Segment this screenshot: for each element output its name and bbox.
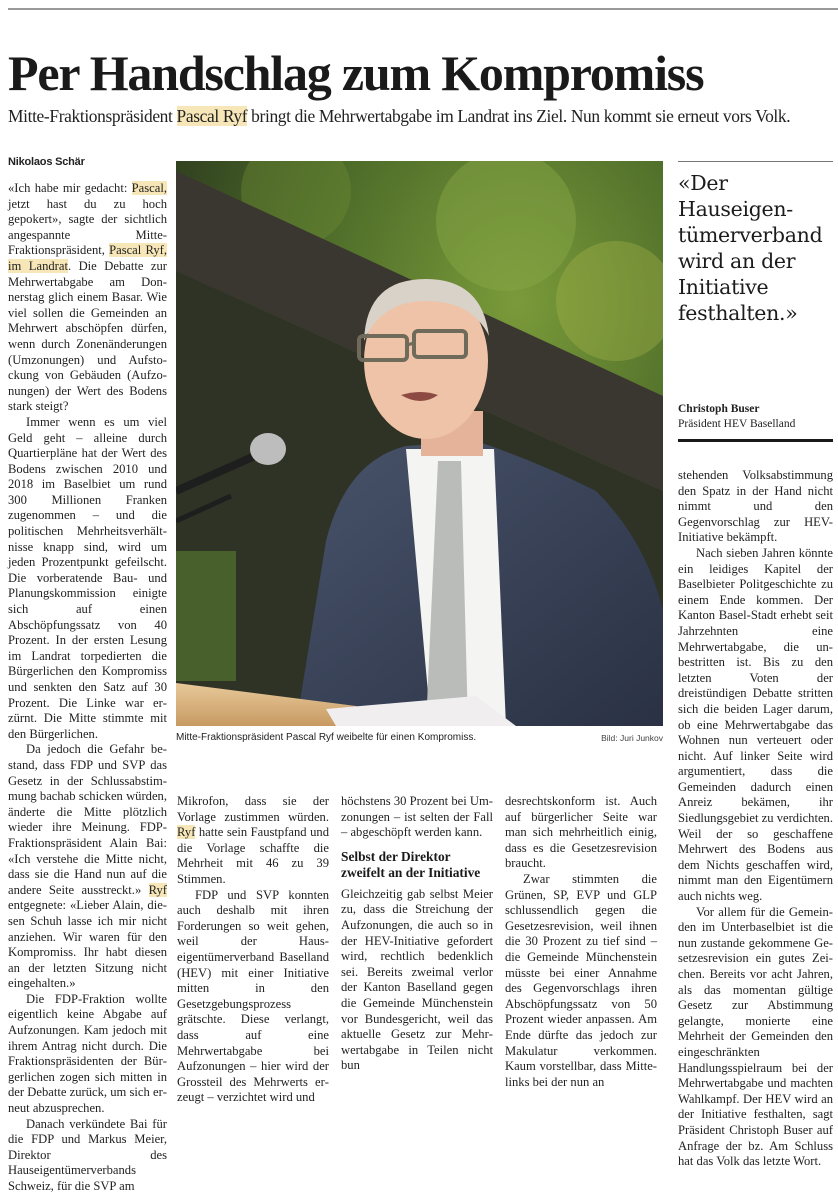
paragraph: Zwar stimmten die Grünen, SP, EVP und GLP schlussendlich gegen die Gesetzesrevision, weil ihnen die 30 Prozent zu tief sind – die Gemeinde Münchenstein müsste bei einer Annahme des Gegenvorschlags ihren Abschöpfungssatz von 50 Prozent wieder anpassen. Am Ende dürfte das jedoch zur Makulatur verkommen. Kaum vorstellbar, dass Mitte-links bei der nun an [505,871,657,1089]
text-run: . Die Debatte zur Mehrwertabgabe am Donnerstag glich einem Basar. Wie viel sollen die Gemeinden an Mehrwert abschöpfen dürfen, wenn durch Zonenänderungen (Umzonungen) und Aufstockung von Gebäuden (Aufzonungen) der Wert des Bodens stark steigt? [8,258,167,414]
top-rule [8,8,838,10]
text-run: hatte sein Faustpfand und die Vorlage schaffte die Mehrheit mit 46 zu 39 Stimmen. [177,825,329,886]
caption-text: Mitte-Fraktionspräsident Pascal Ryf weibelte für einen Kompromiss. [176,732,477,743]
quote-author-name: Christoph Buser [678,403,760,415]
highlighted-text: Ryf [148,882,167,897]
article-photo [176,161,663,726]
paragraph: höchstens 30 Prozent bei Umzonungen – ist selten der Fall – abgeschöpft werden kann. [341,794,493,840]
paragraph: FDP und SVP konnten auch deshalb mit ihren Forderungen so weit gehen, weil der Hauseigentümerverband Baselland (HEV) mit einer Initiative mitten in den Gesetzgebungsprozess grätschte. Diese verlangt, dass auf eine Mehrwertabgabe bei Aufzonungen – hier wird der Grossteil des Mehrwerts erzeugt – verzichtet wird und [177,887,329,1105]
paragraph: Danach verkündete Bai für die FDP und Markus Meier, Direktor des Hauseigentümerverbands Schweiz, für die SVP am [8,1116,167,1193]
highlighted-text: Pascal, [131,181,167,195]
paragraph: Nach sieben Jahren könnte ein leidiges Kapitel der Baselbieter Politgeschichte zu einem Ende kommen. Der Kanton Basel-Stadt erhebt seit Jahrzehnten eine Mehrwertabgabe, die unbestritten ist. Bis zu den letzten Voten der dreistündigen Debatte stritten sich die beiden Lager darum, ob eine Mehrwertabgabe das Wohnen nun verteuert oder nicht. Auf linker Seite wird argumentiert, dass die Gemeinden dadurch einen Anreiz bekämen, ihr Siedlungsgebiet zu verdichten. Weil der so geschaffene Mehrwert des Bodens aus dem Nichts geschaffen wird, nimmt man den Eigentümern auch nichts weg. [678,545,833,904]
article-column-1 [8,181,167,1195]
subline-text-after: bringt die Mehrwertabgabe im Landrat ins Ziel. Nun kommt sie erneut vors Volk. [247,106,791,126]
byline: Nikolaos Schär [8,156,85,168]
paragraph: stehenden Volksabstimmung den Spatz in der Hand nicht nimmt und den Gegenvorschlag zur HEV-Initiative bekämpft. [678,468,833,545]
subheadline [8,105,790,127]
quote-author-title: Präsident HEV Baselland [678,417,796,430]
subline-text-before: Mitte-Fraktionspräsident [8,106,177,126]
paragraph: Vor allem für die Gemeinden im Unterbaselbiet ist die nun zustande gekommene Gesetzesrevision ein gutes Zeichen. Bereits vor acht Jahren, als das momentan gültige Gesetz zur Abstimmung gelangte, monierte eine Mehrheit der Gemeinden den eingeschränkten Handlungsspielraum bei der Mehrwertabgabe und machten Wahlkampf. Der HEV wird an der Initiative festhalten, sagt Präsident Christoph Buser auf Anfrage der bz. Am Schluss hat das Volk das letzte Wort. [678,904,833,1169]
text-run: entgegnete: «Lieber Alain, diesen Schuh lasse ich mir nicht anziehen. Wir waren für den Kompromiss. Ihr habt diesen an der letzten Sitzung nicht eingehalten.» [8,898,167,991]
article-column-5 [678,468,833,1170]
photo-credit: Bild: Juri Junkov [601,733,663,743]
text-run: jetzt hast du zu hoch gepokert», sagte der sichtlich angespannte Mitte-Fraktionspräsident, [8,196,167,258]
highlighted-name: Pascal Ryf [176,106,248,126]
headline: Per Handschlag zum Kompromiss [8,45,704,101]
article-column-4 [505,794,657,1090]
section-subheading: Selbst der Direktor zweifelt an der Initiative [341,848,481,880]
photo-caption [176,732,663,743]
highlighted-text: Ryf [177,825,196,840]
text-run: Da jedoch die Gefahr bestand, dass FDP und SVP das Gesetz in der Schlussabstimmung bachab schicken würden, änderte die Mitte plötzlich wieder ihre Meinung. FDP-Fraktionspräsident Alain Bai: «Ich verstehe die Mitte nicht, dass sie die Hand nun auf die andere Seite ausstreckt.» [8,742,167,897]
paragraph: Immer wenn es um viel Geld geht – alleine durch Quartierpläne hat der Wert des Bodens zwischen 2010 und 2018 im Baselbiet um rund 300 Millionen Franken zugenommen – und die politischen Mehrheitsverhältnisse knapp sind, wird um jeden Prozentpunkt gefeilscht. Die vorberatende Bau- und Planungskommission einigte sich auf einen Abschöpfungssatz von 40 Prozent. In der ersten Lesung im Landrat torpedierten die Bürgerlichen den Kompromiss und senkten den Satz auf 30 Prozent. Die Linke war erzürnt. Die Mitte stimmte mit den Bürgerlichen. [8,414,167,741]
pull-quote-text: «Der Hauseigentümerverband wird an der Initiative festhalten.» [678,171,823,325]
text-run: Mikrofon, dass sie der Vorlage zustimmen würden. [177,794,329,824]
paragraph: desrechtskonform ist. Auch auf bürgerlicher Seite war man sich mehrheitlich einig, dass es die Gesetzesrevision braucht. [505,794,657,871]
highlighted-text: Pascal Ryf, im Landrat [8,243,167,273]
pull-quote [678,161,833,326]
pull-quote-rule [678,161,833,162]
paragraph: Die FDP-Fraktion wollte eigentlich keine Abgabe auf Aufzonungen. Kam jedoch mit ihrem Antrag nicht durch. Die Fraktionspräsidenten der Bürgerlichen zogen sich mitten in der Debatte zurück, um sich erneut abzusprechen. [8,991,167,1116]
paragraph [8,742,167,992]
article-column-2 [177,794,329,1106]
speaker-photo [176,161,663,726]
paragraph: Gleichzeitig gab selbst Meier zu, dass die Streichung der Aufzonungen, die auch so in der HEV-Initiative gefordert wird, rechtlich bedenklich sei. Bereits zweimal verlor der Kanton Baselland gegen die Gemeinde Münchenstein vor Bundesgericht, weil das aktuelle Gesetz zur Mehrwertabgabe in Teilen nicht bun [341,886,493,1073]
pull-quote-attribution [678,402,795,431]
text-run: «Ich habe mir gedacht: [8,181,132,195]
pull-quote-bottom-rule [678,439,833,442]
paragraph [8,181,167,415]
article-column-3 [341,794,493,1074]
paragraph [177,794,329,888]
